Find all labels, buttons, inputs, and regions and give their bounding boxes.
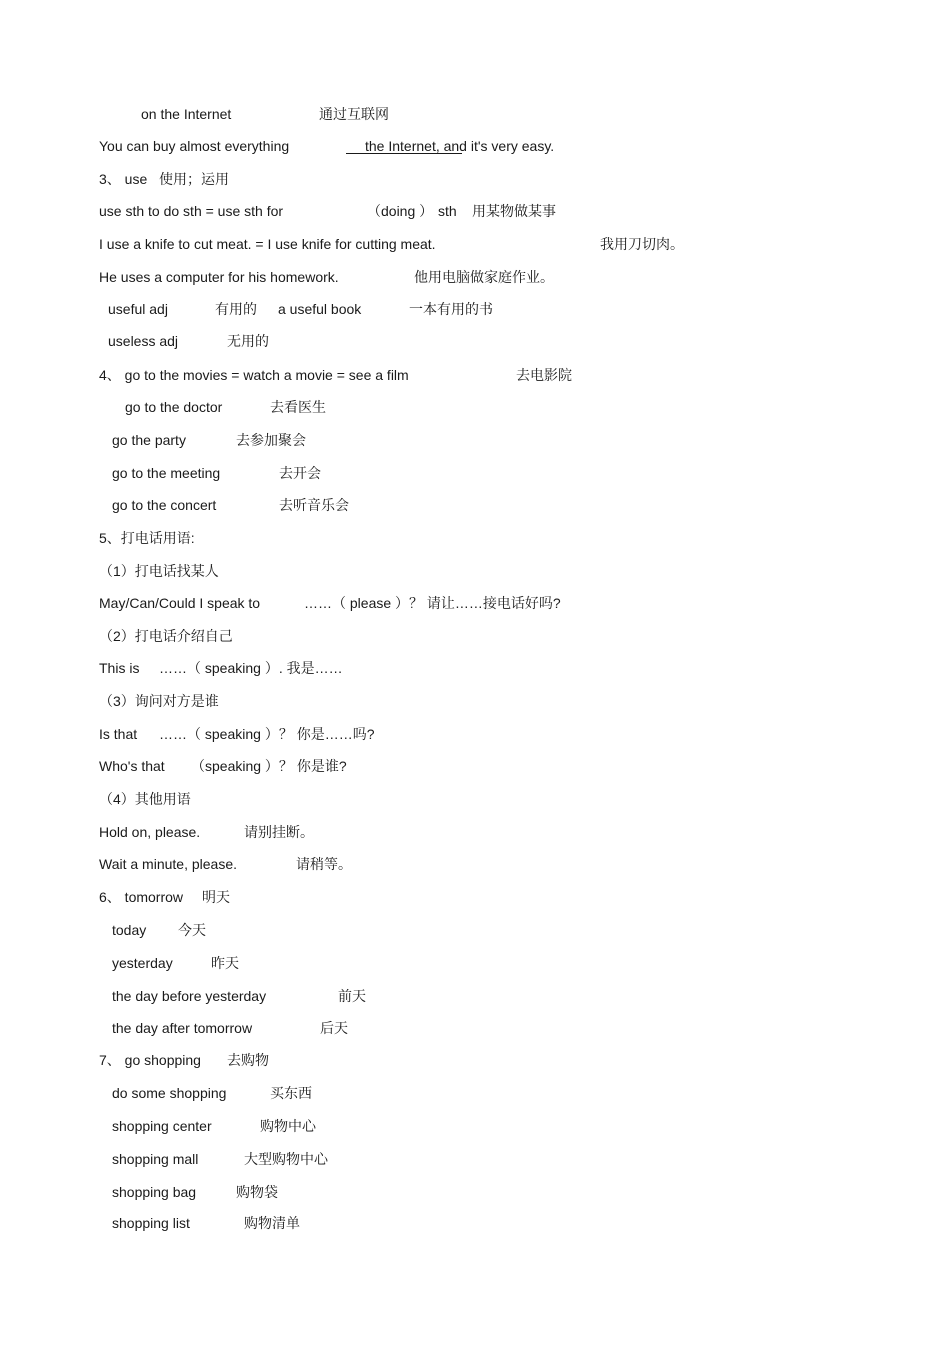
phrase-en: （doing ）	[367, 203, 434, 219]
sentence-part: ……（ speaking ）？ 你是……吗?	[159, 726, 375, 742]
phrase-en: go to the concert	[112, 497, 217, 513]
phrase-zh: 昨天	[211, 955, 239, 971]
sentence-en: This is	[99, 660, 140, 676]
phrase-en: the day before yesterday	[112, 988, 267, 1004]
heading-zh: 去电影院	[516, 367, 572, 383]
heading-zh: 明天	[202, 889, 230, 905]
phrase-en: yesterday	[112, 955, 173, 971]
phrase-en: go the party	[112, 432, 186, 448]
phrase-en: shopping list	[112, 1215, 190, 1231]
phrase-en: sth	[438, 203, 457, 219]
sub-heading-text: （4）其他用语	[99, 791, 191, 807]
sub-heading-text: （2）打电话介绍自己	[99, 628, 233, 644]
phrase-zh: 后天	[320, 1020, 348, 1036]
phrase-zh: 今天	[178, 922, 206, 938]
phrase-en: go to the meeting	[112, 465, 221, 481]
phrase-zh: 购物袋	[236, 1184, 278, 1200]
phrase-en: do some shopping	[112, 1085, 227, 1101]
phrase-en: useful adj	[108, 301, 168, 317]
phrase-en: shopping mall	[112, 1151, 199, 1167]
phrase-zh: 购物清单	[244, 1215, 300, 1231]
sentence-zh: 他用电脑做家庭作业。	[414, 269, 554, 285]
phrase-en: shopping bag	[112, 1184, 197, 1200]
phrase-en: on the Internet	[141, 106, 232, 122]
phrase-zh: 去看医生	[270, 399, 326, 415]
heading-zh: 去购物	[227, 1052, 269, 1068]
sentence-en: He uses a computer for his homework.	[99, 269, 339, 285]
sub-heading-text: （3）询问对方是谁	[99, 693, 219, 709]
phrase-zh: 通过互联网	[319, 106, 389, 122]
phrase-zh: 用某物做某事	[472, 203, 556, 219]
sentence-part: ……（ speaking ）. 我是……	[159, 660, 343, 676]
sentence-en: Hold on, please.	[99, 824, 201, 840]
phrase-zh: 去开会	[279, 465, 321, 481]
phrase-zh: 无用的	[227, 333, 269, 349]
phrase-zh: 去听音乐会	[279, 497, 349, 513]
sentence-zh: 请稍等。	[296, 856, 352, 872]
phrase-zh: 有用的	[215, 301, 257, 317]
sentence-part: the Internet, and it's very easy.	[365, 138, 555, 154]
phrase-zh: 去参加聚会	[236, 432, 306, 448]
heading-en: 7、 go shopping	[99, 1052, 201, 1068]
sentence-en: Wait a minute, please.	[99, 856, 237, 872]
sentence-zh: 请别挂断。	[244, 824, 314, 840]
heading-zh: 使用；运用	[159, 171, 229, 187]
phrase-en: useless adj	[108, 333, 179, 349]
sentence-en: Is that	[99, 726, 138, 742]
sentence-part: ……（ please ）？ 请让……接电话好吗?	[304, 595, 561, 611]
sub-heading-text: （1）打电话找某人	[99, 563, 219, 579]
sentence-en: May/Can/Could I speak to	[99, 595, 261, 611]
heading-en: 4、 go to the movies = watch a movie = see a film	[99, 367, 409, 383]
phrase-en: shopping center	[112, 1118, 212, 1134]
phrase-en: use sth to do sth = use sth for	[99, 203, 284, 219]
sentence-zh: 我用刀切肉。	[600, 236, 684, 252]
phrase-zh: 购物中心	[260, 1118, 316, 1134]
sentence-part: You can buy almost everything	[99, 138, 290, 154]
heading-en: 6、 tomorrow	[99, 889, 184, 905]
phrase-zh: 买东西	[270, 1085, 312, 1101]
phrase-en: today	[112, 922, 147, 938]
heading-text: 5、打电话用语:	[99, 530, 195, 546]
sentence-en: Who's that	[99, 758, 165, 774]
phrase-en: the day after tomorrow	[112, 1020, 253, 1036]
phrase-zh: 一本有用的书	[409, 301, 493, 317]
heading-en: 3、 use	[99, 171, 148, 187]
sentence-en: I use a knife to cut meat. = I use knife for cutting meat.	[99, 236, 436, 252]
phrase-en: go to the doctor	[125, 399, 223, 415]
sentence-part: （speaking ）？ 你是谁?	[191, 758, 347, 774]
phrase-zh: 大型购物中心	[244, 1151, 328, 1167]
phrase-zh: 前天	[338, 988, 366, 1004]
phrase-en: a useful book	[278, 301, 362, 317]
